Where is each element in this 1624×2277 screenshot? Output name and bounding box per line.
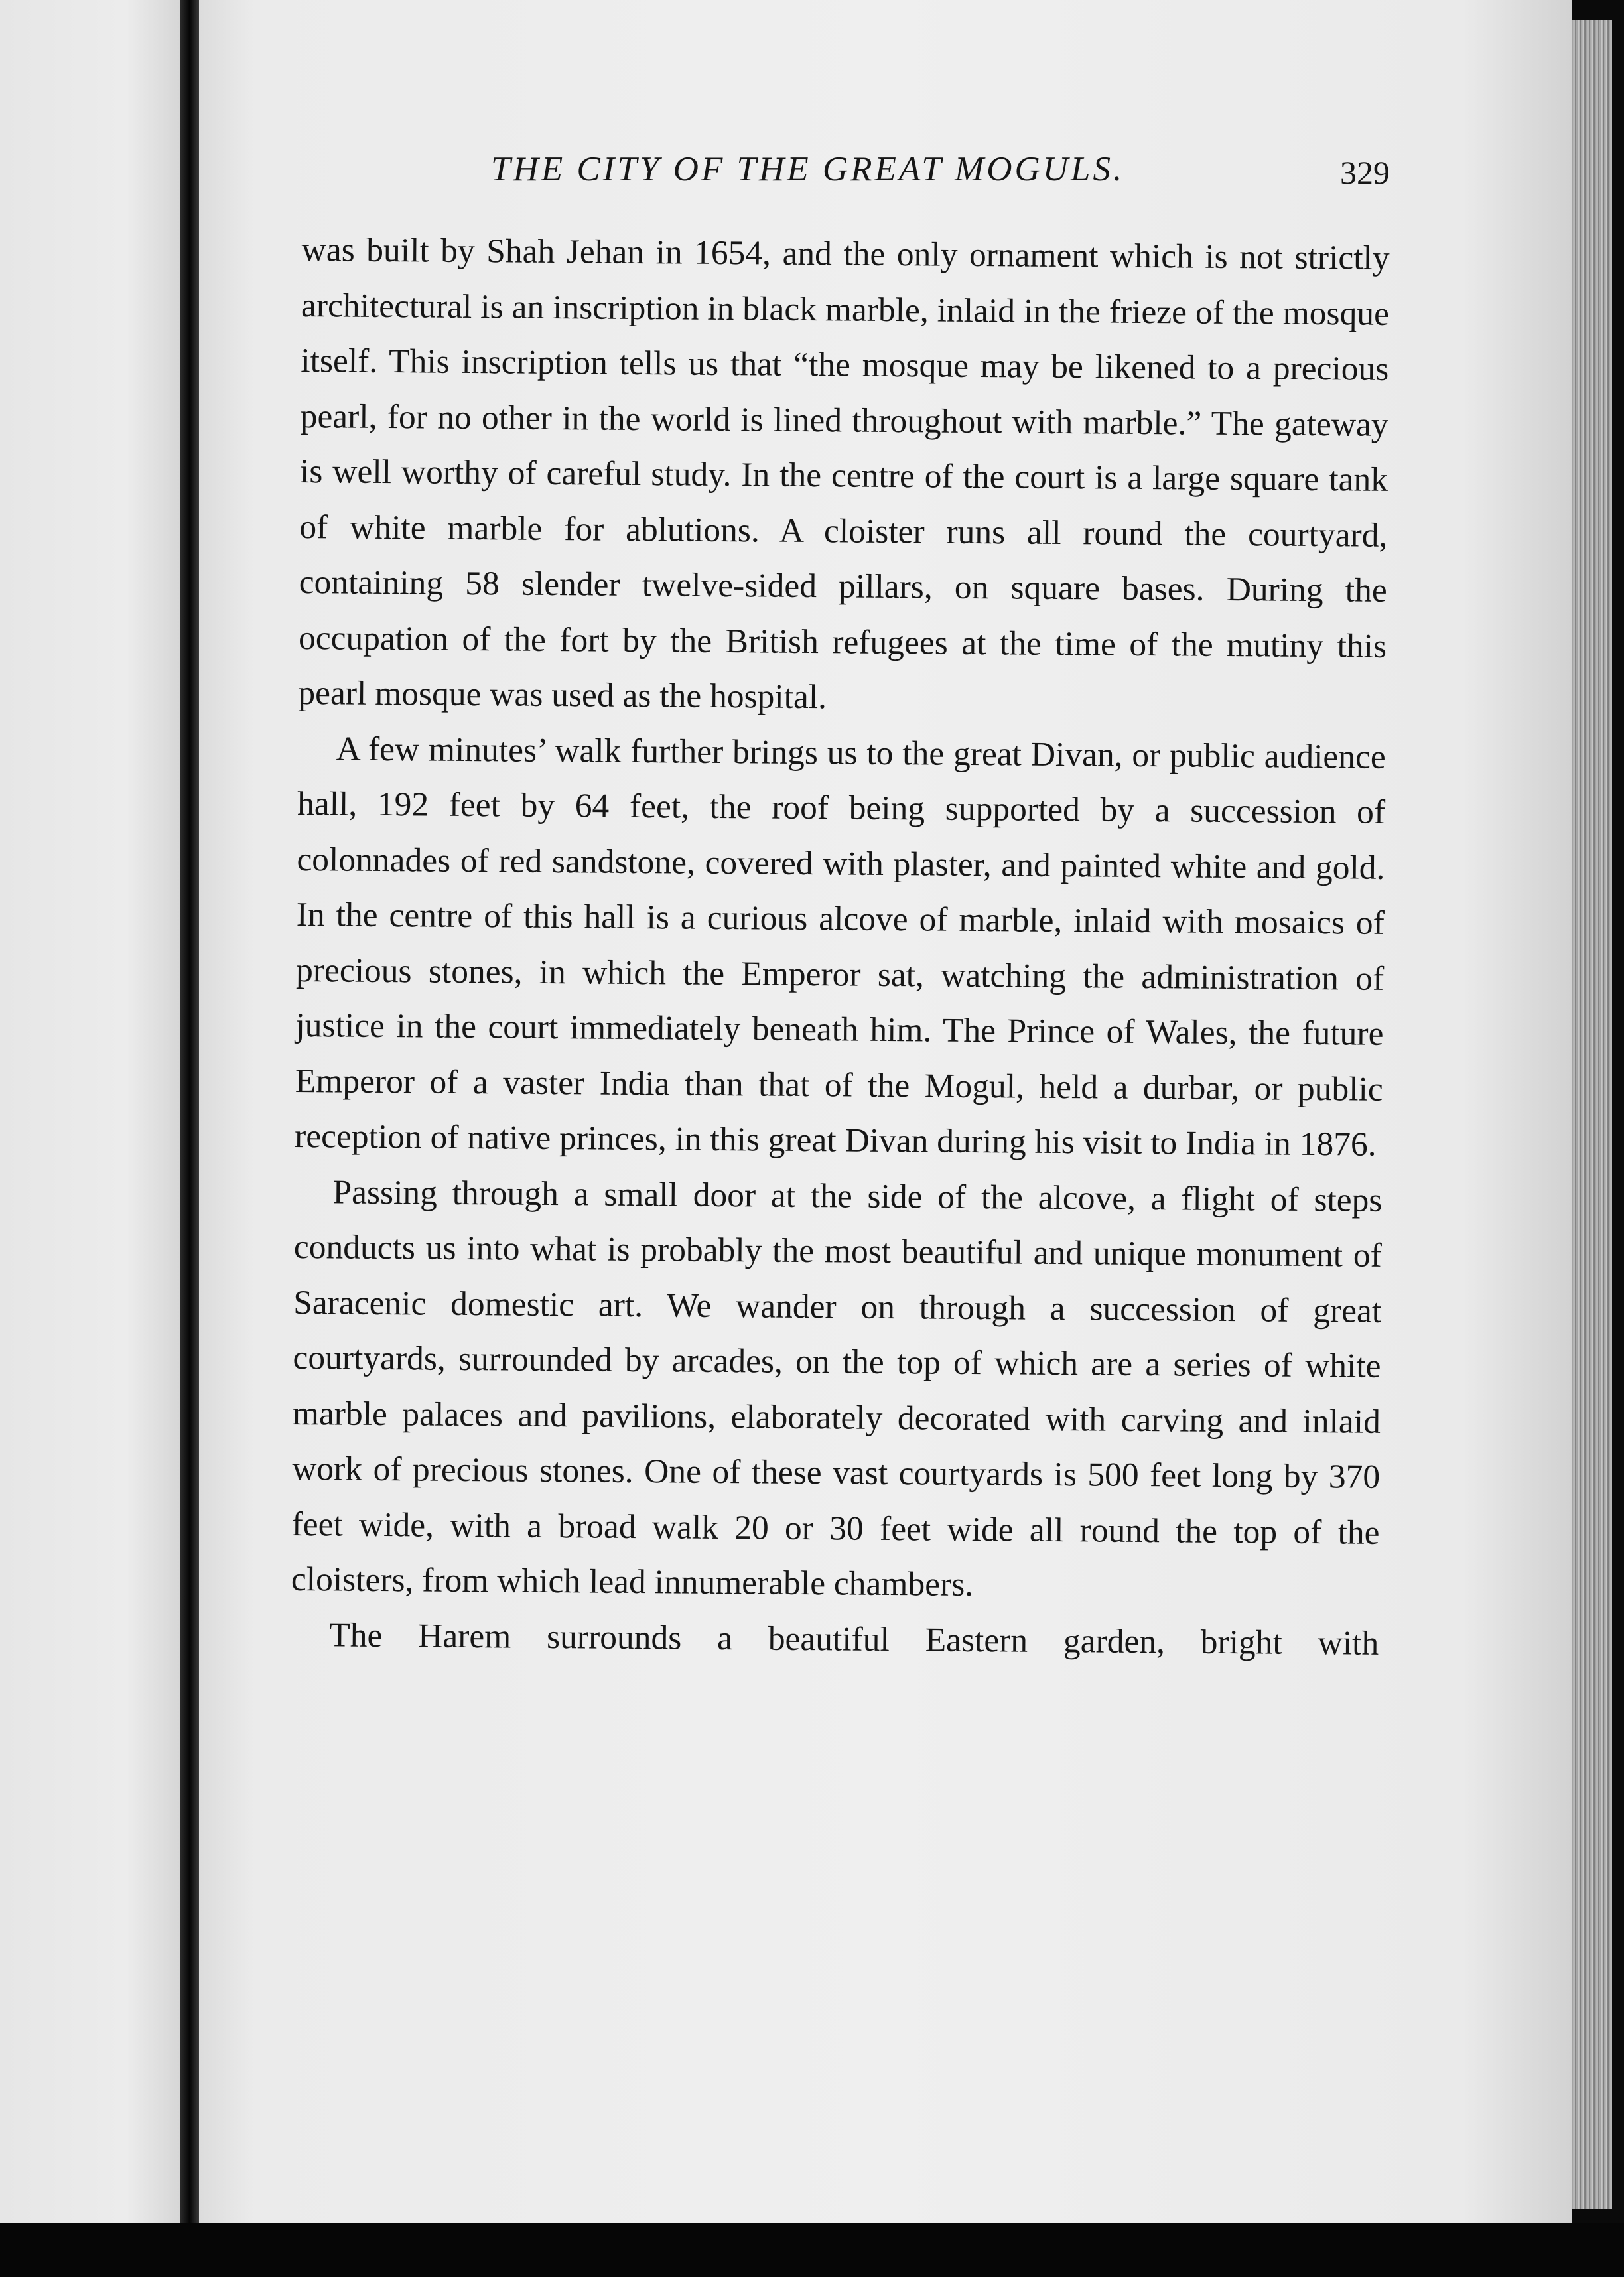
paragraph-2: A few minutes’ walk further brings us to the great Divan, or public audience hall, 192 feet by 64 feet, the roof being supported by a succession of colonnades of red sandstone, covered with plaster, and painted white and gold. In the centre of this hall is a curious alcove of marble, inlaid with mosaics of precious stones, in which the Emperor sat, watching the administration of justice in the court immediately beneath him. The Prince of Wales, the future Emperor of a vaster India than that of the Mogul, held a durbar, or public reception of native princes, in this great Divan during his visit to India in 1876. [294, 729, 1386, 1164]
body-text [291, 222, 1390, 1671]
page-number: 329 [1340, 154, 1390, 191]
paragraph-3: Passing through a small door at the side of the alcove, a flight of steps conducts us into what is probably the most beautiful and unique monument of Saracenic domestic art. We wander on through a succession of great courtyards, surrounded by arcades, on the top of which are a series of white marble palaces and pavilions, elaborately decorated with carving and inlaid work of precious stones. One of these vast courtyards is 500 feet long by 370 feet wide, with a broad walk 20 or 30 feet wide all round the top of the cloisters, from which lead innumerable chambers. [291, 1172, 1383, 1604]
running-head: THE CITY OF THE GREAT MOGULS. [491, 150, 1125, 188]
page-stack-edges [1572, 20, 1612, 2209]
previous-page-edge [0, 0, 180, 2223]
paragraph-4: The Harem surrounds a beautiful Eastern garden, bright with [329, 1616, 1379, 1663]
scan-background [0, 2223, 1624, 2277]
book-gutter [180, 0, 199, 2236]
page-header [199, 149, 1572, 202]
paragraph-1: was built by Shah Jehan in 1654, and the only ornament which is not strictly architectural is an inscription in black marble, inlaid in the frieze of the mosque itself. This inscription tells us that “the mosque may be likened to a precious pearl, for no other in the world is lined throughout with marble.” The gateway is well worthy of careful study. In the centre of the court is a large square tank of white marble for ablutions. A cloister runs all round the courtyard, containing 58 slender twelve-sided pillars, on square bases. During the occupation of the fort by the British refugees at the time of the mutiny this pearl mosque was used as the hospital. [298, 230, 1390, 717]
